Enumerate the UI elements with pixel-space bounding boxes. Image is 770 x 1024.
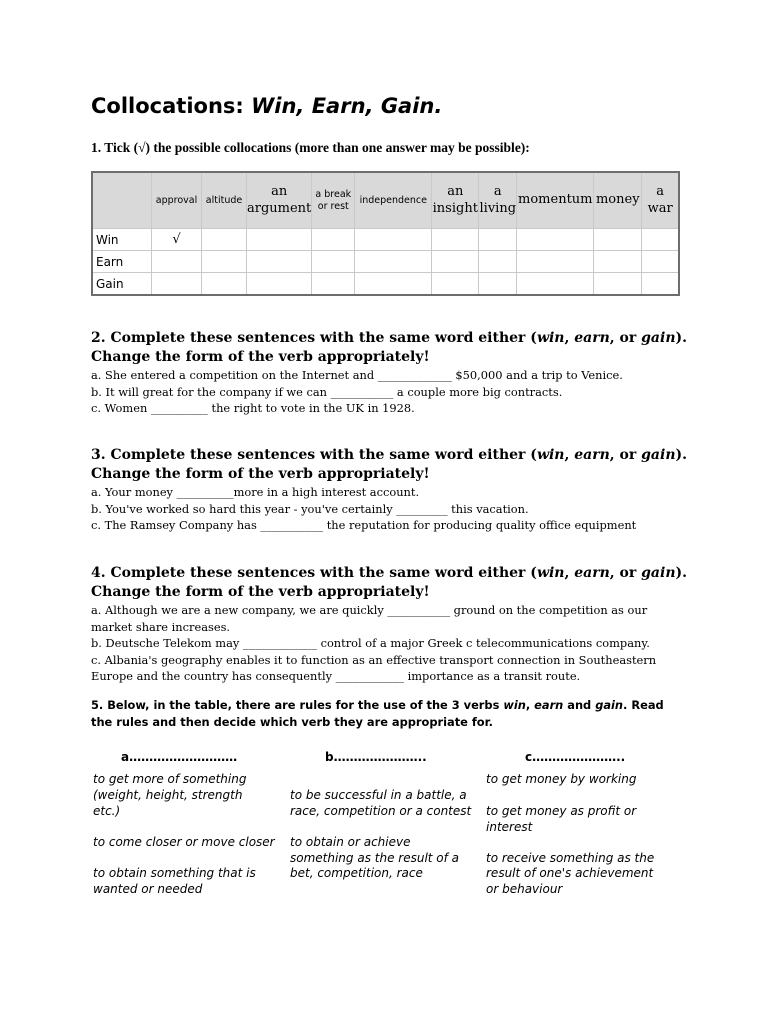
- tick-cell[interactable]: [247, 229, 312, 251]
- tick-cell[interactable]: [247, 273, 312, 296]
- table-row: [92, 251, 679, 273]
- header-cell: money: [594, 172, 642, 229]
- question-1-instruction: 1. Tick (√) the possible collocations (more than one answer may be possible):: [91, 140, 530, 155]
- header-cell: an argument: [247, 172, 312, 229]
- rule-text: to come closer or move closer: [93, 835, 275, 849]
- section-4-subheading: Change the form of the verb appropriately!: [91, 584, 430, 600]
- rule-text: result of one's achievement: [486, 866, 654, 880]
- tick-cell[interactable]: [355, 251, 432, 273]
- tick-cell[interactable]: [479, 229, 517, 251]
- rule-text: to get more of something: [93, 772, 247, 786]
- section-3-subheading: Change the form of the verb appropriately!: [91, 466, 430, 482]
- tick-cell[interactable]: [432, 229, 479, 251]
- tick-cell[interactable]: [642, 229, 679, 251]
- rule-text: wanted or needed: [93, 882, 203, 896]
- rule-text: or behaviour: [486, 882, 563, 896]
- section-2-heading: 2. Complete these sentences with the same word either (win, earn, or gain).: [91, 330, 687, 346]
- table-header-row: [92, 172, 679, 229]
- section-2: [91, 329, 687, 417]
- header-cell: a living: [479, 172, 517, 229]
- sentence-4c: c. Albania's geography enables it to function as an effective transport connection in Southeastern Europe and the country has consequently ____________ importance as a transit route.: [91, 652, 657, 683]
- collocation-table: [91, 171, 680, 296]
- section-3-heading: 3. Complete these sentences with the same word either (win, earn, or gain).: [91, 447, 687, 463]
- sentence-3c: c. The Ramsey Company has ___________ the reputation for producing quality office equipment: [91, 518, 637, 532]
- column-b-heading: b…………………..: [325, 750, 427, 764]
- tick-cell[interactable]: [247, 251, 312, 273]
- tick-cell[interactable]: [594, 251, 642, 273]
- sentence-3b: b. You've worked so hard this year - you've certainly _________ this vacation.: [91, 501, 529, 516]
- tick-cell[interactable]: √: [152, 229, 202, 251]
- tick-cell[interactable]: [594, 273, 642, 296]
- tick-cell[interactable]: [517, 273, 594, 296]
- sentence-4a: a. Although we are a new company, we are quickly ___________ ground on the competition as our market share increases.: [91, 603, 648, 634]
- rule-text: to obtain or achieve: [290, 835, 411, 849]
- section-2-subheading: Change the form of the verb appropriately!: [91, 349, 430, 365]
- sentence-2c: c. Women __________ the right to vote in the UK in 1928.: [91, 401, 415, 415]
- table-row: [92, 229, 679, 251]
- section-4: [91, 564, 687, 685]
- tick-cell[interactable]: [517, 251, 594, 273]
- rule-text: (weight, height, strength: [93, 788, 243, 802]
- tick-cell[interactable]: [479, 251, 517, 273]
- header-cell: a war: [642, 172, 679, 229]
- sentence-2b: b. It will great for the company if we can ___________ a couple more big contracts.: [91, 384, 563, 399]
- tick-cell[interactable]: [479, 273, 517, 296]
- table-corner-cell: [92, 172, 152, 229]
- rule-text: to obtain something that is: [93, 866, 256, 880]
- rule-text: to be successful in a battle, a: [290, 788, 467, 802]
- tick-cell[interactable]: [642, 251, 679, 273]
- rule-text: bet, competition, race: [290, 866, 423, 880]
- column-c-heading: c…………………..: [525, 750, 626, 764]
- header-cell: an insight: [432, 172, 479, 229]
- tick-cell[interactable]: [432, 251, 479, 273]
- header-cell: a break or rest: [312, 172, 355, 229]
- tick-cell[interactable]: [312, 273, 355, 296]
- rule-text: something as the result of a: [290, 851, 460, 865]
- section-4-heading: 4. Complete these sentences with the same word either (win, earn, or gain).: [91, 565, 687, 581]
- rule-text: to get money as profit or: [486, 804, 637, 818]
- sentence-3a: a. Your money __________more in a high interest account.: [91, 485, 420, 499]
- tick-cell[interactable]: [594, 229, 642, 251]
- tick-cell[interactable]: [432, 273, 479, 296]
- row-label: Earn: [92, 251, 152, 273]
- header-cell: approval: [152, 172, 202, 229]
- rule-text: etc.): [93, 804, 121, 818]
- tick-cell[interactable]: [152, 273, 202, 296]
- tick-cell[interactable]: [642, 273, 679, 296]
- column-a-heading: a………………………: [121, 750, 238, 764]
- tick-cell[interactable]: [312, 229, 355, 251]
- tick-cell[interactable]: [312, 251, 355, 273]
- rule-text: race, competition or a contest: [290, 804, 472, 818]
- section-5-instruction: 5. Below, in the table, there are rules for the use of the 3 verbs win, earn and gain. Read the rules and then decide which verb they are appropriate for.: [91, 698, 664, 729]
- tick-cell[interactable]: [355, 229, 432, 251]
- rule-text: interest: [486, 820, 533, 834]
- sentence-4b: b. Deutsche Telekom may _____________ control of a major Greek c telecommunications company.: [91, 636, 650, 650]
- tick-cell[interactable]: [152, 251, 202, 273]
- tick-cell[interactable]: [202, 229, 247, 251]
- rule-text: to get money by working: [486, 772, 637, 786]
- tick-cell[interactable]: [517, 229, 594, 251]
- header-cell: momentum: [517, 172, 594, 229]
- table-row: [92, 273, 679, 296]
- row-label: Win: [92, 229, 152, 251]
- tick-cell[interactable]: [355, 273, 432, 296]
- sentence-2a: a. She entered a competition on the Internet and _____________ $50,000 and a trip to Venice.: [91, 368, 623, 382]
- tick-cell[interactable]: [202, 251, 247, 273]
- header-cell: independence: [355, 172, 432, 229]
- tick-cell[interactable]: [202, 273, 247, 296]
- row-label: Gain: [92, 273, 152, 296]
- rule-text: to receive something as the: [486, 851, 655, 865]
- header-cell: altitude: [202, 172, 247, 229]
- section-3: [91, 446, 687, 534]
- page-title: Collocations: Win, Earn, Gain.: [91, 94, 443, 118]
